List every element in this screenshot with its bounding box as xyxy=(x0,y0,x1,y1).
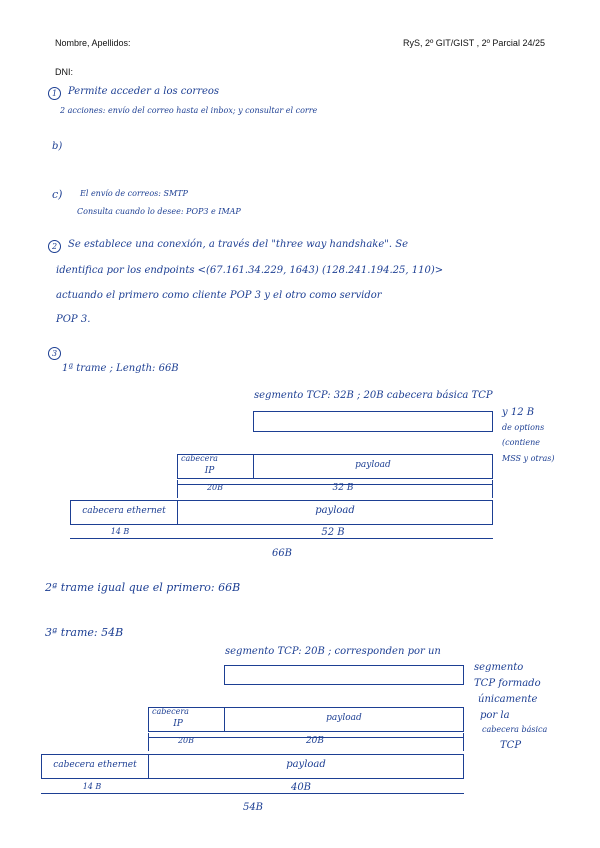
frame1-tcp-segment-box xyxy=(253,411,493,432)
frame1-title: 1ª trame ; Length: 66B xyxy=(62,363,179,374)
frame3-tcp-note-5: por la xyxy=(480,710,510,721)
frame3-tcp-note-6: cabecera básica xyxy=(482,725,548,734)
frame3-ip-payload-size: 20B xyxy=(305,736,325,746)
question-2-marker: 2 xyxy=(48,240,61,253)
course-info: RyS, 2º GIT/GIST , 2º Parcial 24/25 xyxy=(403,38,545,48)
frame1-tcp-note-2: y 12 B xyxy=(502,407,535,418)
frame1-tcp-note-5: MSS y otras) xyxy=(502,454,555,463)
frame3-tick-right xyxy=(463,733,464,751)
q2-line4: POP 3. xyxy=(56,314,91,325)
frame3-title: 3ª trame: 54B xyxy=(45,626,124,639)
frame3-tcp-note-7: TCP xyxy=(500,740,522,751)
frame1-tcp-note-4: (contiene xyxy=(502,438,540,447)
q2-line2: identifica por los endpoints <(67.161.34.229, 1643) (128.241.194.25, 110)> xyxy=(56,265,444,276)
frame2-text: 2ª trame igual que el primero: 66B xyxy=(45,581,241,594)
frame1-ip-header-label-1: cabecera xyxy=(181,454,218,463)
frame1-eth-payload-size: 52 B xyxy=(321,527,345,538)
frame3-ip-header-label-2: IP xyxy=(173,719,183,729)
q2-line3: actuando el primero como cliente POP 3 y el otro como servidor xyxy=(56,290,382,301)
frame1-tcp-note-1: segmento TCP: 32B ; 20B cabecera básica TCP xyxy=(254,390,493,401)
q1-answer-a-line1: Permite acceder a los correos xyxy=(68,86,220,97)
frame3-tick-left xyxy=(148,733,149,751)
frame1-eth-header-label: cabecera ethernet xyxy=(82,506,166,516)
frame1-eth-size: 14 B xyxy=(110,527,130,536)
frame1-ip-payload-size: 32 B xyxy=(332,483,354,493)
frame3-ip-payload-label: payload xyxy=(326,713,362,723)
frame3-tcp-segment-box xyxy=(224,665,464,685)
frame3-eth-payload-label: payload xyxy=(286,759,326,770)
question-3-marker: 3 xyxy=(48,347,61,360)
frame3-tcp-note-4: únicamente xyxy=(478,694,538,705)
frame1-ip-size: 20B xyxy=(206,483,224,492)
frame3-tcp-note-3: TCP formado xyxy=(474,678,541,689)
frame1-tick-right xyxy=(492,480,493,498)
frame3-tcp-note-2: segmento xyxy=(474,662,524,673)
frame3-eth-size: 14 B xyxy=(82,782,102,791)
frame1-tick-left xyxy=(177,480,178,498)
frame3-total: 54B xyxy=(242,802,264,813)
frame3-eth-header-label: cabecera ethernet xyxy=(53,760,137,770)
frame3-ip-size: 20B xyxy=(177,736,195,745)
q1-answer-c-line1: El envío de correos: SMTP xyxy=(80,189,188,198)
frame1-tcp-note-3: de options xyxy=(502,423,545,432)
q1-b-label: b) xyxy=(52,141,63,152)
frame1-eth-payload-label: payload xyxy=(315,505,355,516)
q1-answer-c-line2: Consulta cuando lo desee: POP3 e IMAP xyxy=(77,207,241,216)
frame3-eth-dim-line xyxy=(41,793,464,794)
name-label: Nombre, Apellidos: xyxy=(55,38,131,48)
question-1-marker: 1 xyxy=(48,87,61,100)
frame1-eth-dim-line xyxy=(70,538,493,539)
dni-label: DNI: xyxy=(55,67,73,77)
q2-line1: Se establece una conexión, a través del "three way handshake". Se xyxy=(68,239,409,250)
frame3-tcp-note-1: segmento TCP: 20B ; corresponden por un xyxy=(225,646,441,657)
q1-answer-a-line2: 2 acciones: envío del correo hasta el inbox; y consultar el corre xyxy=(60,106,318,115)
frame1-total: 66B xyxy=(271,548,293,559)
frame3-ip-header-label-1: cabecera xyxy=(152,707,189,716)
frame1-ip-payload-label: payload xyxy=(355,460,391,470)
frame1-ip-header-label-2: IP xyxy=(204,466,215,476)
frame3-eth-payload-size: 40B xyxy=(290,782,312,793)
q1-c-label: c) xyxy=(52,188,63,201)
